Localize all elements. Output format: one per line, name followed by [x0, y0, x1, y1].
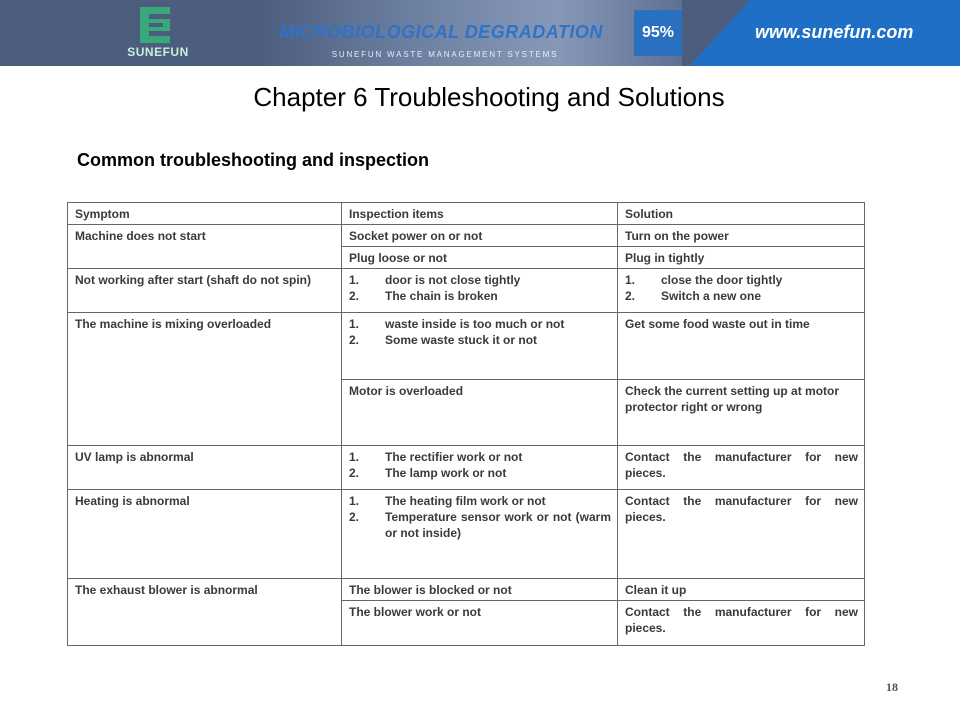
- list-text: The heating film work or not: [385, 494, 546, 508]
- solution-cell: Contact the manufacturer for new pieces.: [618, 490, 865, 579]
- symptom-cell: UV lamp is abnormal: [68, 446, 342, 490]
- page-number: 18: [886, 680, 898, 694]
- list-text: Switch a new one: [661, 289, 762, 303]
- column-header: Solution: [618, 203, 865, 225]
- solution-cell: Contact the manufacturer for new pieces.: [618, 446, 865, 490]
- banner-subtitle: SUNEFUN WASTE MANAGEMENT SYSTEMS: [331, 50, 559, 59]
- list-text: close the door tightly: [661, 273, 783, 287]
- solution-cell: Plug in tightly: [618, 247, 865, 269]
- list-number: 1.: [349, 317, 360, 331]
- website-link[interactable]: www.sunefun.com: [755, 22, 914, 42]
- list-text: The lamp work or not: [385, 466, 507, 480]
- inspection-cell: Socket power on or not: [342, 225, 618, 247]
- list-text: Some waste stuck it or not: [385, 333, 538, 347]
- inspection-cell: Plug loose or not: [342, 247, 618, 269]
- inspection-list-item: [349, 493, 611, 509]
- inspection-list-item: [349, 449, 611, 465]
- badge-text: 95%: [641, 24, 675, 41]
- inspection-cell: [342, 446, 618, 490]
- list-number: 2.: [349, 510, 360, 524]
- table-row: [68, 225, 865, 247]
- symptom-cell: The machine is mixing overloaded: [68, 313, 342, 446]
- table-row: [68, 490, 865, 579]
- list-text: door is not close tightly: [385, 273, 521, 287]
- solution-cell: Contact the manufacturer for new pieces.: [618, 601, 865, 646]
- inspection-cell: [342, 490, 618, 579]
- table-header-row: [68, 203, 865, 225]
- solution-cell: Clean it up: [618, 579, 865, 601]
- section-subheading: Common troubleshooting and inspection: [77, 150, 429, 170]
- list-text: The chain is broken: [385, 289, 498, 303]
- solution-cell: [618, 269, 865, 313]
- solution-list-item: [625, 272, 858, 288]
- list-number: 1.: [349, 450, 360, 464]
- inspection-list-item: [349, 288, 611, 304]
- list-text: Temperature sensor work or not (warm or not inside): [385, 510, 611, 540]
- solution-cell: Turn on the power: [618, 225, 865, 247]
- table-row: [68, 269, 865, 313]
- list-text: The rectifier work or not: [385, 450, 523, 464]
- list-number: 1.: [625, 273, 636, 287]
- table-row: [68, 579, 865, 601]
- column-header: Symptom: [68, 203, 342, 225]
- inspection-list-item: [349, 509, 611, 541]
- solution-cell: Check the current setting up at motor protector right or wrong: [618, 380, 865, 446]
- header-banner: [0, 0, 960, 66]
- inspection-cell: Motor is overloaded: [342, 380, 618, 446]
- list-number: 2.: [349, 289, 360, 303]
- inspection-list-item: [349, 465, 611, 481]
- list-text: waste inside is too much or not: [385, 317, 565, 331]
- table-row: [68, 313, 865, 380]
- inspection-cell: [342, 269, 618, 313]
- inspection-list-item: [349, 316, 611, 332]
- table-row: [68, 446, 865, 490]
- inspection-list-item: [349, 272, 611, 288]
- symptom-cell: Heating is abnormal: [68, 490, 342, 579]
- symptom-cell: The exhaust blower is abnormal: [68, 579, 342, 646]
- list-number: 1.: [349, 273, 360, 287]
- chapter-title: Chapter 6 Troubleshooting and Solutions: [253, 82, 725, 112]
- inspection-list-item: [349, 332, 611, 348]
- inspection-cell: The blower work or not: [342, 601, 618, 646]
- inspection-cell: [342, 313, 618, 380]
- column-header: Inspection items: [342, 203, 618, 225]
- sunefun-logo-icon: [140, 7, 170, 43]
- banner-title: MICROBIOLOGICAL DEGRADATION: [279, 22, 603, 42]
- symptom-cell: Not working after start (shaft do not spin): [68, 269, 342, 313]
- solution-list-item: [625, 288, 858, 304]
- list-number: 2.: [625, 289, 636, 303]
- solution-cell: Get some food waste out in time: [618, 313, 865, 380]
- logo-text: SUNEFUN: [127, 45, 189, 59]
- inspection-cell: The blower is blocked or not: [342, 579, 618, 601]
- troubleshooting-table: [67, 202, 865, 646]
- list-number: 2.: [349, 466, 360, 480]
- list-number: 1.: [349, 494, 360, 508]
- symptom-cell: Machine does not start: [68, 225, 342, 269]
- list-number: 2.: [349, 333, 360, 347]
